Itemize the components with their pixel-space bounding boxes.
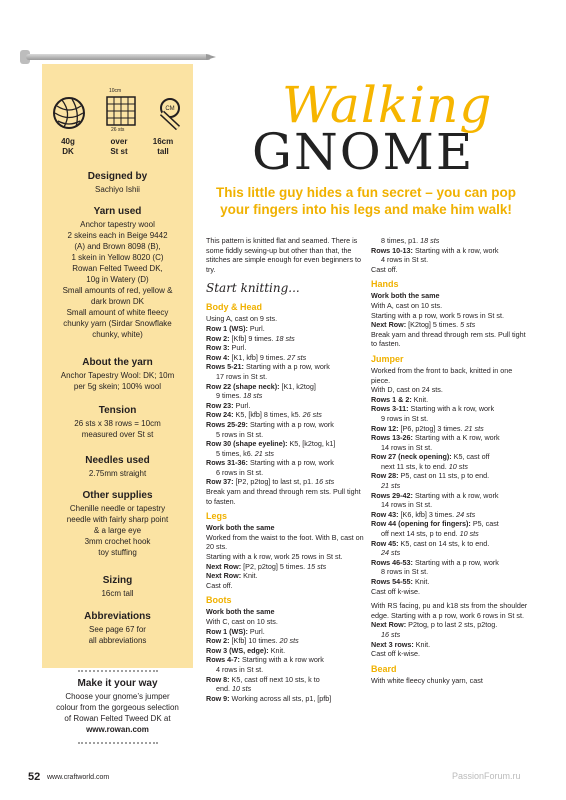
designed-by-heading: Designed by: [87, 171, 148, 182]
pattern-icons: [50, 88, 190, 133]
tension-heading: Tension: [98, 405, 137, 416]
abbrev-line: See page 67 for: [89, 625, 146, 634]
stat-height: [146, 137, 180, 157]
title-gnome: GNOME: [252, 123, 475, 181]
yarn-used: [44, 205, 191, 340]
other-supplies: [44, 489, 191, 558]
stat-weight: [52, 137, 84, 157]
stat-weight-value: 40g: [61, 137, 75, 146]
tension-line: measured over St st: [81, 430, 154, 439]
stat-stitch-value: over: [110, 137, 128, 146]
stat-weight-unit: DK: [62, 147, 74, 156]
abbrev-line: all abbreviations: [88, 636, 147, 645]
pattern-column-2: 8 times, p1. 18 sts Rows 10-13: Starting with a k row, work 4 rows in St st. Cast off. Hands Work both the same With A, cast on 10 sts. Starting with a p row, work 5 rows in St st. Next Row: [K2tog] 5 times. 5 sts Break yarn and thread through rem sts. Pull tight to fasten. Jumper Worked from the front to back, knitted in one piece. With D, cast on 24 sts. Rows 1 & 2: Knit. Rows 3-11: Starting with a k row, work 9 rows in St st. Row 12: [P6, p2tog] 3 times. 21 sts Rows 13-26: Starting with a K row, work 14 rows in St st. Row 27 (neck opening): K5, cast off next 11 sts, k to end. 10 sts Row 28: P5, cast on 11 sts, p to end. 21 sts Rows 29-42: Starting with a k row, work 14 rows in St st. Row 43: [K6, kfb] 3 times. 24 sts Row 44 (opening for fingers): P5, cast off next 14 sts, p to end. 10 sts Row 45: K5, cast on 14 sts, k to end. 24 sts Rows 46-53: Starting with a p row, work 8 rows in St st. Rows 54-55: Knit. Cast off k-wise. With RS facing, pu and k18 sts from the shoulder edge. Starting with a p row, work 6 rows in St st. Next Row: P2tog, p to last 2 sts, p2tog. 16 sts Next 3 rows: Knit. Cast off k-wise. Beard With white fleecy chunky yarn, cast: [371, 236, 528, 685]
svg-text:CM: CM: [165, 106, 175, 112]
yarn-line: chunky, white): [92, 330, 143, 339]
tension-line: 26 sts x 38 rows = 10cm: [74, 419, 161, 428]
about-yarn-line: per 5g skein; 100% wool: [73, 382, 162, 391]
yarn-line: Small amounts of red, yellow &: [62, 286, 173, 295]
stat-height-unit: tall: [157, 147, 169, 156]
rowan-link[interactable]: www.rowan.com: [86, 725, 149, 734]
yarn-line: Small amount of white fleecy: [66, 308, 169, 317]
needles-heading: Needles used: [85, 455, 150, 466]
yarn-ball-icon: [52, 96, 86, 130]
footer-url[interactable]: www.craftworld.com: [47, 774, 110, 781]
mix-line: of Rowan Felted Tweed DK at: [64, 714, 171, 723]
make-it-your-way: [44, 677, 191, 735]
about-yarn-heading: About the yarn: [82, 357, 153, 368]
sizing: [44, 574, 191, 599]
yarn-line: (A) and Brown 8098 (B),: [74, 242, 161, 251]
mix-line: colour from the gorgeous selection: [56, 703, 179, 712]
tension-grid-icon: [106, 96, 136, 126]
divider-bottom: [78, 742, 158, 744]
abbreviations: [44, 610, 191, 646]
needles-line: 2.75mm straight: [88, 469, 147, 478]
watermark: PassionForum.ru: [452, 771, 521, 781]
needles-used: [44, 454, 191, 479]
designed-by: [44, 170, 191, 195]
supply-line: & a large eye: [93, 526, 142, 535]
yarn-line: 2 skeins each in Beige 9442: [67, 231, 168, 240]
supply-line: toy stuffing: [98, 548, 137, 557]
pattern-column-1: This pattern is knitted flat and seamed. There is some fiddly sewing-up but other than that, the stitches are simple enough for even beginners to try. Start knitting... Body & Head Using A, cast on 9 sts. Row 1 (WS): Purl. Row 2: [Kfb] 9 times. 18 sts Row 3: Purl. Row 4: [K1, kfb] 9 times. 27 sts Rows 5-21: Starting with a p row, work 17 rows in St st. Row 22 (shape neck): [K1, k2tog] 9 times. 18 sts Row 23: Purl. Row 24: K5, [kfb] 8 times, k5. 26 sts Rows 25-29: Starting with a p row, work 5 rows in St st. Row 30 (shape eyeline): K5, [k2tog, k1] 5 times, k6. 21 sts Rows 31-36: Starting with a p row, work 6 rows in St st. Row 37: [P2, p2tog] to last st, p1. 16 sts Break yarn and thread through rem sts. Pull tight to fasten. Legs Work both the same Worked from the waist to the foot. With B, cast on 20 sts. Starting with a k row, work 25 rows in St st. Next Row: [P2, p2tog] 5 times. 15 sts Next Row: Knit. Cast off. Boots Work both the same With C, cast on 10 sts. Row 1 (WS): Purl. Row 2: [Kfb] 10 times. 20 sts Row 3 (WS, edge): Knit. Rows 4-7: Starting with a k row work 4 rows in St st. Row 8: K5, cast off next 10 sts, k to end. 10 sts Row 9: Working across all sts, p1, [pfb]: [206, 236, 364, 703]
tape-measure-icon: [154, 96, 188, 130]
needle-tip: [206, 54, 216, 60]
designer-name: Sachiyo Ishii: [95, 185, 140, 194]
stat-stitch-unit: St st: [110, 147, 128, 156]
divider-top: [78, 670, 158, 672]
make-it-your-way-heading: Make it your way: [77, 678, 158, 689]
supply-line: Chenille needle or tapestry: [69, 504, 166, 513]
yarn-line: 10g in Watery (D): [86, 275, 149, 284]
yarn-line: Rowan Felted Tweed DK,: [72, 264, 163, 273]
intro-text: This little guy hides a fun secret – you can pop your fingers into his legs and make him walk!: [215, 185, 517, 217]
gauge-bottom: 26 sts: [111, 127, 125, 133]
yarn-line: 1 skein in Yellow 8020 (C): [71, 253, 164, 262]
yarn-used-heading: Yarn used: [93, 206, 142, 217]
mix-line: Choose your gnome’s jumper: [65, 692, 170, 701]
title-walking: Walking: [282, 76, 493, 134]
stat-height-value: 16cm: [152, 137, 174, 146]
yarn-line: dark brown DK: [91, 297, 144, 306]
about-yarn: [44, 356, 191, 392]
yarn-line: chunky yarn (Sirdar Snowflake: [63, 319, 172, 328]
gauge-top: 10cm: [109, 88, 122, 94]
supply-line: needle with fairly sharp point: [66, 515, 169, 524]
about-yarn-line: Anchor Tapestry Wool: DK; 10m: [60, 371, 175, 380]
knitting-needle-decoration: [26, 54, 211, 60]
supply-line: 3mm crochet hook: [84, 537, 151, 546]
other-supplies-heading: Other supplies: [82, 490, 153, 501]
stat-stitch: [100, 137, 138, 157]
sizing-line: 16cm tall: [101, 589, 134, 598]
tension: [44, 404, 191, 440]
sizing-heading: Sizing: [102, 575, 133, 586]
yarn-line: Anchor tapestry wool: [80, 220, 155, 229]
page-number: 52: [28, 771, 41, 783]
abbreviations-heading: Abbreviations: [84, 611, 151, 622]
